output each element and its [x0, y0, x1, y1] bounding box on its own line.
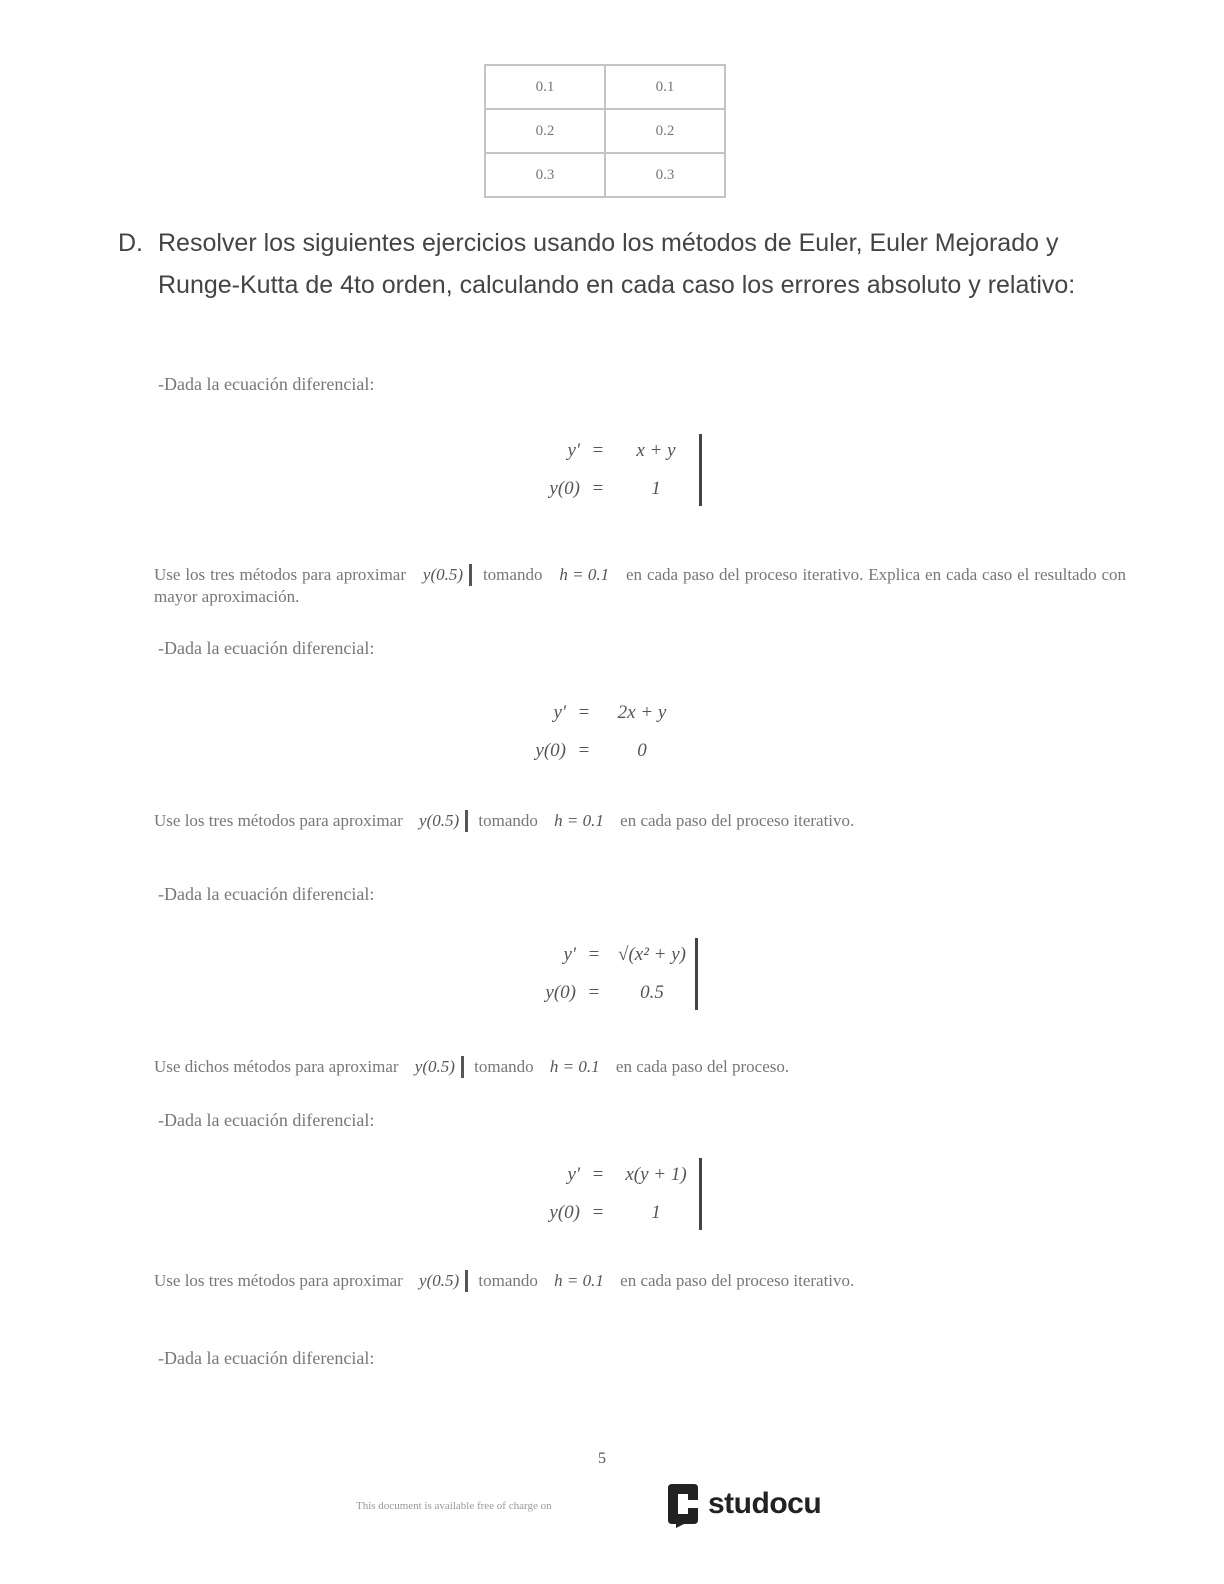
equation-rhs: 0: [637, 740, 647, 761]
equation-line: [510, 1194, 696, 1232]
equation-operator: =: [588, 944, 600, 965]
equation-system: [496, 694, 682, 770]
approx-target: y(0.5): [417, 564, 472, 586]
table-cell: 0.1: [485, 65, 605, 109]
instruction-text: tomando: [478, 811, 538, 830]
step-size: h = 0.1: [559, 565, 610, 584]
equation-operator: =: [592, 1202, 604, 1223]
equation-lhs: y': [567, 1164, 580, 1185]
approx-target: y(0.5): [413, 810, 468, 832]
table-row: [485, 109, 725, 153]
approx-target: y(0.5): [413, 1270, 468, 1292]
equation-rhs: 1: [651, 1202, 661, 1223]
problem-intro: -Dada la ecuación diferencial:: [158, 638, 375, 658]
approx-target: y(0.5): [409, 1056, 464, 1078]
instruction-text: en cada paso del proceso.: [615, 1057, 790, 1076]
equation-bracket: [695, 1158, 702, 1230]
equation-line: [496, 732, 682, 770]
equation-lhs: y(0): [549, 1202, 580, 1223]
equation-operator: =: [578, 740, 590, 761]
equation-rhs: 0.5: [640, 982, 664, 1003]
table-cell: 0.3: [485, 153, 605, 197]
equation-line: [510, 432, 696, 470]
equation-system: [510, 1156, 696, 1232]
studocu-logo-icon: [664, 1480, 702, 1528]
equation-bracket: [695, 434, 702, 506]
instruction-text: Use los tres métodos para aproximar: [154, 565, 407, 584]
instruction-text: Use los tres métodos para aproximar: [154, 811, 403, 830]
table-cell: 0.3: [605, 153, 725, 197]
problem-instruction: [154, 564, 1126, 608]
values-table: [484, 64, 726, 198]
studocu-logo-text: studocu: [708, 1487, 822, 1520]
page-number: 5: [598, 1450, 606, 1467]
step-size: h = 0.1: [549, 1057, 600, 1076]
instruction-text: en cada paso del proceso iterativo. Explica en cada caso el resultado con mayor aproximación.: [154, 565, 1127, 606]
equation-operator: =: [592, 440, 604, 461]
equation-line: [506, 974, 692, 1012]
problem-intro: -Dada la ecuación diferencial:: [158, 1110, 375, 1130]
table-row: [485, 65, 725, 109]
instruction-text: tomando: [482, 565, 543, 584]
step-size: h = 0.1: [554, 811, 604, 830]
table-cell: 0.1: [605, 65, 725, 109]
equation-line: [506, 936, 692, 974]
equation-operator: =: [592, 1164, 604, 1185]
instruction-text: Use los tres métodos para aproximar: [154, 1271, 403, 1290]
studocu-logo[interactable]: [664, 1480, 821, 1528]
instruction-text: Use dichos métodos para aproximar: [154, 1057, 399, 1076]
problem-instruction: [154, 1270, 1126, 1292]
equation-bracket: [691, 938, 698, 1010]
section-number: D.: [118, 229, 143, 257]
table-cell: 0.2: [485, 109, 605, 153]
step-size: h = 0.1: [554, 1271, 604, 1290]
equation-lhs: y': [553, 702, 566, 723]
table-row: [485, 153, 725, 197]
problem-intro: -Dada la ecuación diferencial:: [158, 884, 375, 904]
equation-lhs: y(0): [549, 478, 580, 499]
equation-operator: =: [592, 478, 604, 499]
instruction-text: en cada paso del proceso iterativo.: [620, 1271, 855, 1290]
equation-rhs: x + y: [636, 440, 676, 461]
problem-instruction: [154, 810, 1126, 832]
section-heading: [118, 222, 1118, 306]
equation-line: [510, 1156, 696, 1194]
instruction-text: en cada paso del proceso iterativo.: [620, 811, 855, 830]
equation-line: [496, 694, 682, 732]
instruction-text: tomando: [474, 1057, 534, 1076]
equation-system: [506, 936, 692, 1012]
equation-system: [510, 432, 696, 508]
equation-lhs: y': [567, 440, 580, 461]
problem-instruction: [154, 1056, 1126, 1078]
problem-intro: -Dada la ecuación diferencial:: [158, 374, 375, 394]
table-cell: 0.2: [605, 109, 725, 153]
section-heading-text: Resolver los siguientes ejercicios usando los métodos de Euler, Euler Mejorado y Runge-Kutta de 4to orden, calculando en cada caso los errores absoluto y relativo:: [158, 229, 1076, 299]
equation-operator: =: [578, 702, 590, 723]
equation-lhs: y': [563, 944, 576, 965]
equation-operator: =: [588, 982, 600, 1003]
equation-lhs: y(0): [545, 982, 576, 1003]
footer-note: This document is available free of charge on: [356, 1500, 552, 1512]
problem-intro: -Dada la ecuación diferencial:: [158, 1348, 375, 1368]
equation-rhs: x(y + 1): [625, 1164, 687, 1185]
equation-lhs: y(0): [535, 740, 566, 761]
equation-rhs: √(x² + y): [618, 944, 686, 965]
equation-rhs: 1: [651, 478, 661, 499]
equation-rhs: 2x + y: [617, 702, 667, 723]
equation-line: [510, 470, 696, 508]
instruction-text: tomando: [478, 1271, 538, 1290]
